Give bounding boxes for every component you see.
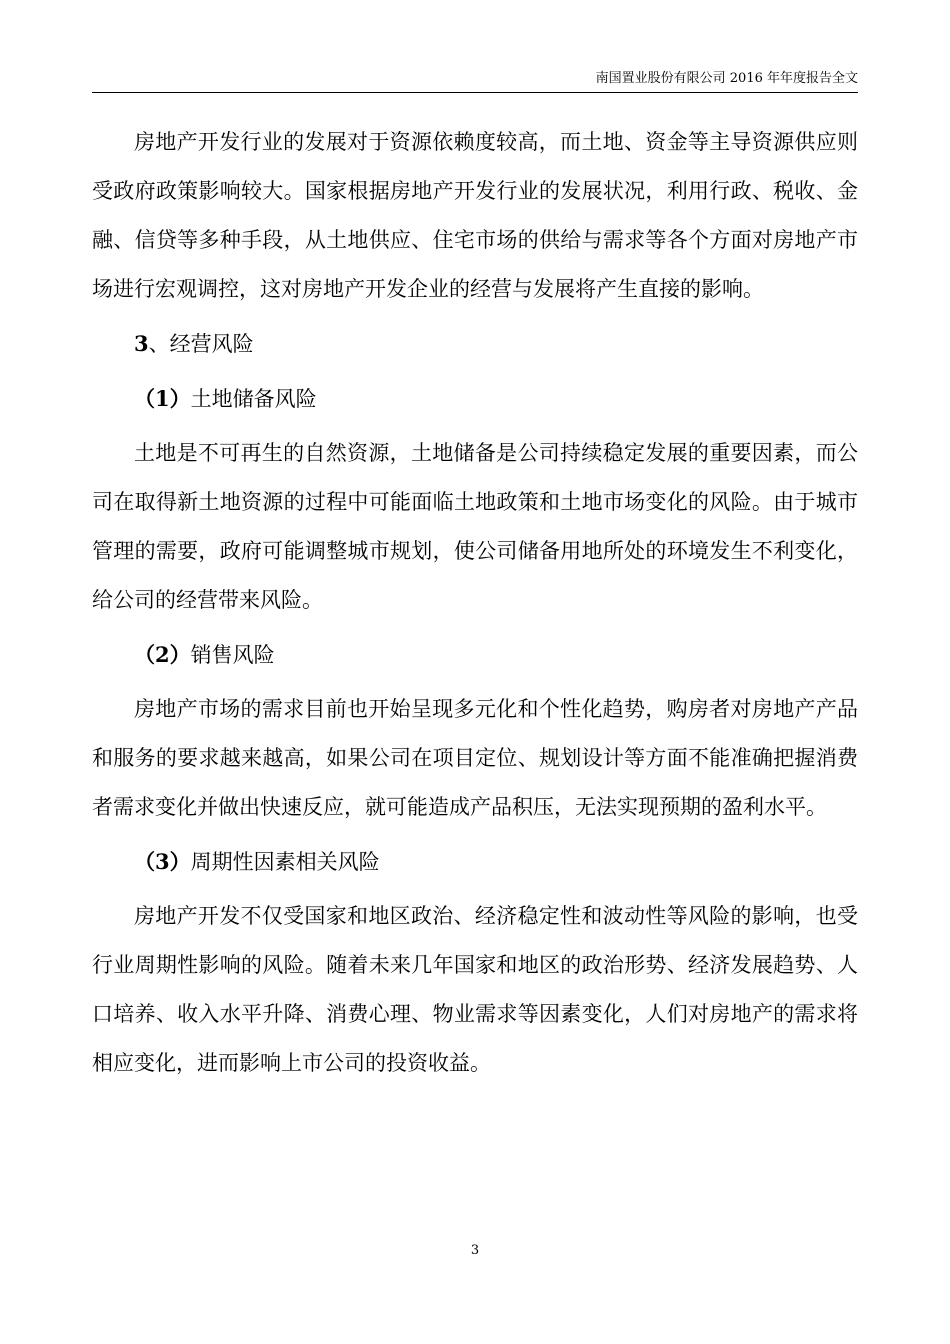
subsection-paragraph-cyclical: 房地产开发不仅受国家和地区政治、经济稳定性和波动性等风险的影响，也受行业周期性影响的风险。随着未来几年国家和地区的政治形势、经济发展趋势、人口培养、收入水平升降、消费心理、物业需求等因素变化，人们对房地产的需求将相应变化，进而影响上市公司的投资收益。 [92,904,858,1075]
subsection-heading-land-reserve [92,374,858,424]
subsection-paragraph-sales: 房地产市场的需求目前也开始呈现多元化和个性化趋势，购房者对房地产产品和服务的要求越来越高，如果公司在项目定位、规划设计等方面不能准确把握消费者需求变化并做出快速反应，就可能造成产品积压，无法实现预期的盈利水平。 [92,697,858,819]
subsection-title: 土地储备风险 [190,387,317,411]
document-body [92,118,858,1088]
page-header [92,70,858,88]
subsection-number: （1） [134,386,191,411]
subsection-number: （3） [134,849,191,874]
header-title: 南国置业股份有限公司 2016 年年度报告全文 [595,71,858,86]
section-title: 、经营风险 [148,332,254,356]
subsection-heading-sales [92,630,858,680]
section-number: 3 [134,331,149,356]
subsection-title: 销售风险 [190,643,275,667]
subsection-paragraph-land-reserve: 土地是不可再生的自然资源，土地储备是公司持续稳定发展的重要因素，而公司在取得新土地资源的过程中可能面临土地政策和土地市场变化的风险。由于城市管理的需要，政府可能调整城市规划，使公司储备用地所处的环境发生不利变化，给公司的经营带来风险。 [92,441,858,612]
header-divider [92,92,858,93]
page-number: 3 [470,1243,480,1258]
intro-paragraph: 房地产开发行业的发展对于资源依赖度较高，而土地、资金等主导资源供应则受政府政策影响较大。国家根据房地产开发行业的发展状况，利用行政、税收、金融、信贷等多种手段，从土地供应、住宅市场的供给与需求等各个方面对房地产市场进行宏观调控，这对房地产开发企业的经营与发展将产生直接的影响。 [92,130,858,301]
subsection-title: 周期性因素相关风险 [190,850,380,874]
subsection-heading-cyclical [92,837,858,887]
subsection-number: （2） [134,642,191,667]
section-heading [92,319,858,369]
